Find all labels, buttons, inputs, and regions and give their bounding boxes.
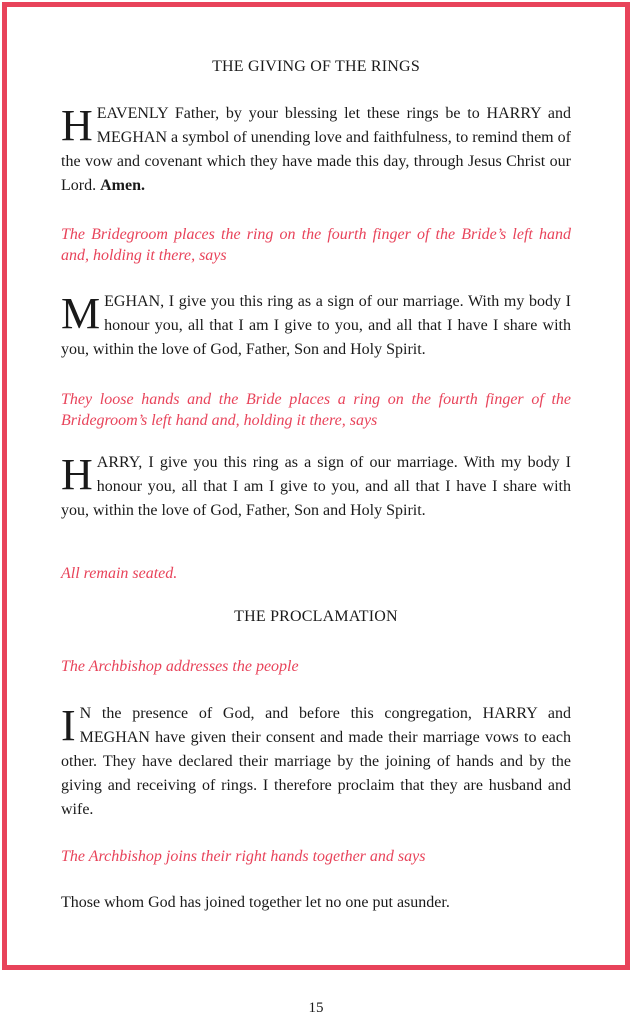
proclamation-paragraph [61, 702, 571, 822]
vow-text: EGHAN, I give you this ring as a sign of our marriage. With my body I honour you, all that I am I give to you, and all that I have I share with you, within the love of God, Father, Son and Holy Spirit. [61, 293, 571, 358]
vow-to-harry-paragraph [61, 451, 571, 523]
rings-blessing-paragraph [61, 102, 571, 198]
proclamation-section-heading: THE PROCLAMATION [234, 608, 398, 625]
drop-cap: I [61, 701, 76, 750]
closing-declaration: Those whom God has joined together let no one put asunder. [61, 894, 450, 911]
vow-text: ARRY, I give you this ring as a sign of our marriage. With my body I honour you, all that I am I give to you, and all that I have I share with you, within the love of God, Father, Son and Holy Spirit. [61, 454, 571, 519]
amen-text: Amen. [100, 177, 145, 194]
rubric-bridegroom-places-ring: The Bridegroom places the ring on the fourth finger of the Bride’s left hand and, holding it there, says [61, 226, 571, 264]
page-number: 15 [308, 1000, 324, 1016]
rubric-all-remain-seated: All remain seated. [61, 565, 178, 582]
drop-cap: M [61, 289, 101, 338]
drop-cap: H [61, 450, 93, 499]
rubric-bride-places-ring: They loose hands and the Bride places a ring on the fourth finger of the Bridegroom’s left hand and, holding it there, says [61, 391, 571, 429]
rubric-archbishop-addresses: The Archbishop addresses the people [61, 658, 299, 675]
proclamation-text: N the presence of God, and before this congregation, HARRY and MEGHAN have given their consent and made their marriage vows to each other. They have declared their marriage by the joining of hands and by the giving and receiving of rings. I therefore proclaim that they are husband and wife. [61, 705, 571, 818]
vow-to-meghan-paragraph [61, 290, 571, 362]
drop-cap: H [61, 101, 93, 150]
rings-section-heading: THE GIVING OF THE RINGS [212, 58, 420, 75]
rubric-archbishop-joins-hands: The Archbishop joins their right hands together and says [61, 848, 426, 865]
blessing-text: EAVENLY Father, by your blessing let these rings be to HARRY and MEGHAN a symbol of unending love and faithfulness, to remind them of the vow and covenant which they have made this day, through Jesus Christ our Lord. [61, 105, 571, 194]
